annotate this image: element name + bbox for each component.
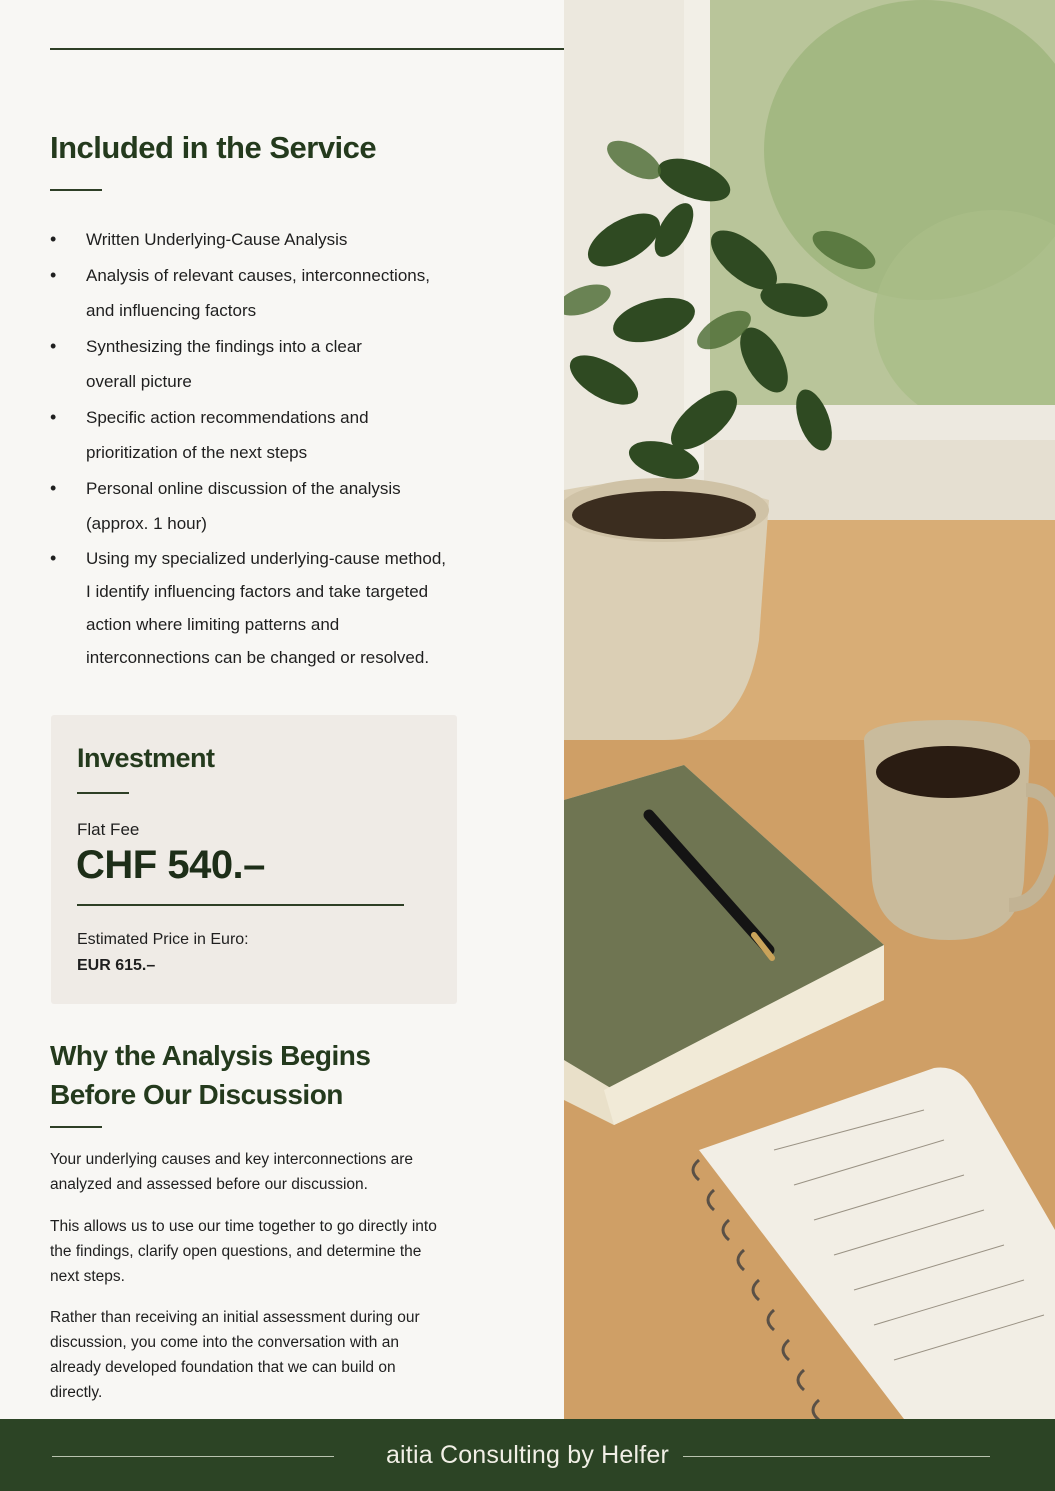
- list-item-text: prioritization of the next steps: [86, 443, 308, 462]
- euro-price-label: Estimated Price in Euro:: [77, 931, 249, 948]
- service-list: [50, 222, 470, 675]
- desk-photo: [564, 0, 1055, 1419]
- list-item: [50, 400, 470, 470]
- list-item-text: Personal online discussion of the analysis: [86, 479, 401, 498]
- list-item: [50, 329, 470, 399]
- list-item: [50, 471, 470, 541]
- list-item-text: I identify influencing factors and take targeted: [86, 582, 429, 601]
- list-item-text: Specific action recommendations and: [86, 408, 369, 427]
- paragraph-line: Rather than receiving an initial assessment during our: [50, 1309, 420, 1326]
- list-item-text: and influencing factors: [86, 301, 257, 320]
- why-paragraph: [50, 1147, 470, 1197]
- why-title-rule: [50, 1126, 102, 1128]
- euro-price-value: EUR 615.–: [77, 957, 156, 974]
- included-title: Included in the Service: [50, 130, 377, 165]
- desk-photo-illustration: [564, 0, 1055, 1419]
- why-title: [50, 1036, 370, 1114]
- why-title-line: Why the Analysis Begins: [50, 1040, 371, 1071]
- paragraph-line: next steps.: [50, 1268, 125, 1285]
- investment-panel: [51, 715, 457, 1004]
- list-item-text: Synthesizing the findings into a clear: [86, 337, 362, 356]
- list-item-text: (approx. 1 hour): [86, 514, 207, 533]
- list-item: [50, 222, 470, 257]
- footer: [0, 1419, 1055, 1491]
- bullet-icon: •: [50, 407, 57, 427]
- paragraph-line: directly.: [50, 1384, 103, 1401]
- list-item-text: overall picture: [86, 372, 192, 391]
- paragraph-line: analyzed and assessed before our discussion.: [50, 1176, 368, 1193]
- why-paragraph: [50, 1305, 470, 1405]
- footer-rule-right: [683, 1456, 990, 1457]
- price-rule: [77, 904, 404, 906]
- paragraph-line: Your underlying causes and key interconnections are: [50, 1151, 414, 1168]
- list-item-text: action where limiting patterns and: [86, 615, 340, 634]
- investment-title: Investment: [77, 743, 215, 773]
- flat-fee-label: Flat Fee: [77, 820, 140, 839]
- bullet-icon: •: [50, 229, 57, 249]
- list-item: [50, 258, 470, 328]
- bullet-icon: •: [50, 548, 57, 568]
- list-item-text: interconnections can be changed or resolved.: [86, 648, 430, 667]
- list-item-text: Analysis of relevant causes, interconnections,: [86, 266, 430, 285]
- price-chf: CHF 540.–: [76, 843, 265, 887]
- investment-title-rule: [77, 792, 129, 794]
- list-item-text: Written Underlying-Cause Analysis: [86, 230, 348, 249]
- paragraph-line: This allows us to use our time together to go directly into: [50, 1218, 437, 1235]
- list-item: [50, 542, 470, 674]
- paragraph-line: already developed foundation that we can build on: [50, 1359, 396, 1376]
- included-title-rule: [50, 189, 102, 191]
- list-item-text: Using my specialized underlying-cause method,: [86, 549, 447, 568]
- bullet-icon: •: [50, 336, 57, 356]
- bullet-icon: •: [50, 478, 57, 498]
- footer-brand: aitia Consulting by Helfer: [385, 1441, 670, 1469]
- why-paragraph: [50, 1214, 470, 1289]
- why-title-line: Before Our Discussion: [50, 1079, 343, 1110]
- paragraph-line: the findings, clarify open questions, and determine the: [50, 1243, 422, 1260]
- bullet-icon: •: [50, 265, 57, 285]
- paragraph-line: discussion, you come into the conversation with an: [50, 1334, 399, 1351]
